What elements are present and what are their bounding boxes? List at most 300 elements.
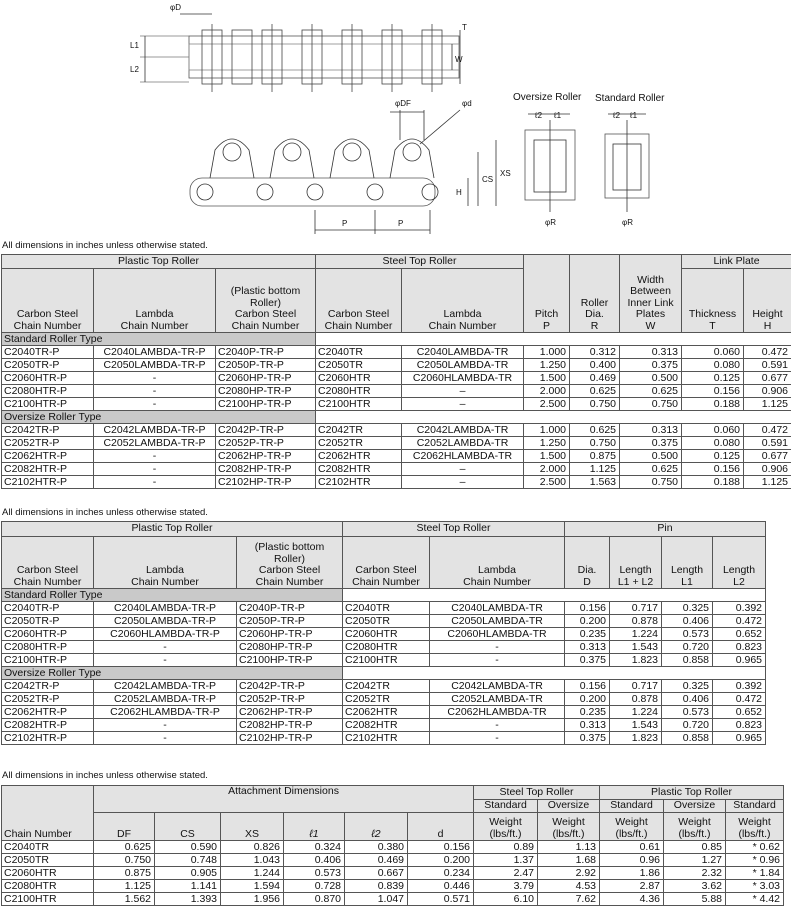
- table-cell: C2050LAMBDA-TR: [402, 359, 524, 372]
- header-df: DF: [94, 813, 155, 841]
- table-cell: 0.469: [570, 372, 620, 385]
- table-cell: 0.652: [713, 628, 766, 641]
- table-cell: C2040TR-P: [2, 346, 94, 359]
- table-cell: C2082HP-TR-P: [216, 463, 316, 476]
- label-L1: L1: [130, 41, 139, 50]
- table-cell: 1.224: [610, 706, 662, 719]
- table-cell: 0.406: [662, 615, 713, 628]
- label-T: T: [462, 23, 467, 32]
- table-cell: -: [94, 641, 237, 654]
- table-cell: 1.86: [600, 867, 664, 880]
- header-height: Height H: [744, 269, 791, 333]
- section-title: Standard Roller Type: [2, 333, 316, 346]
- header-pin-length-l1: Length L1: [662, 537, 713, 589]
- table-link-plate: [1, 254, 791, 489]
- label-phiR-oversize: φR: [545, 218, 556, 227]
- table-cell: 1.125: [744, 398, 791, 411]
- table-cell: C2060HLAMBDA-TR: [430, 628, 565, 641]
- table-cell: 0.313: [565, 641, 610, 654]
- section-title: Standard Roller Type: [2, 589, 343, 602]
- table-cell: 1.500: [524, 450, 570, 463]
- group-plastic-top-roller-3: Plastic Top Roller: [600, 786, 784, 800]
- table-cell: C2050P-TR-P: [216, 359, 316, 372]
- group-plastic-top-roller-2: Plastic Top Roller: [2, 522, 343, 537]
- table-row: [2, 880, 784, 893]
- table-cell: 0.472: [744, 424, 791, 437]
- table-cell: 6.10: [474, 893, 538, 906]
- table-cell: 0.667: [345, 867, 408, 880]
- table-cell: C2060HLAMBDA-TR-P: [94, 628, 237, 641]
- sub-steel-oversize: Oversize: [538, 800, 600, 813]
- table-cell: 0.234: [408, 867, 474, 880]
- table-cell: 0.965: [713, 732, 766, 745]
- header-weight-4: Weight (lbs/ft.): [664, 813, 726, 841]
- table-cell: C2062HTR-P: [2, 450, 94, 463]
- table-cell: 0.200: [408, 854, 474, 867]
- table-cell: C2040P-TR-P: [237, 602, 343, 615]
- table-cell: 0.406: [662, 693, 713, 706]
- table-cell: 0.625: [620, 463, 682, 476]
- table-cell: 0.200: [565, 615, 610, 628]
- header-plastic-bottom: (Plastic bottom Roller) Carbon Steel Chain Number: [216, 269, 316, 333]
- label-l2-standard: ℓ2: [613, 111, 621, 120]
- section-spacer: [343, 667, 766, 680]
- table-row: [2, 437, 791, 450]
- table-cell: -: [94, 372, 216, 385]
- header-weight-3: Weight (lbs/ft.): [600, 813, 664, 841]
- table-cell: C2040P-TR-P: [216, 346, 316, 359]
- table-cell: C2042LAMBDA-TR: [402, 424, 524, 437]
- table-cell: 0.720: [662, 719, 713, 732]
- table-cell: -: [94, 463, 216, 476]
- table-cell: 1.500: [524, 372, 570, 385]
- table-cell: -: [94, 385, 216, 398]
- table-cell: C2100HTR-P: [2, 654, 94, 667]
- table-cell: 0.61: [600, 841, 664, 854]
- table-cell: 0.469: [345, 854, 408, 867]
- table-cell: 1.224: [610, 628, 662, 641]
- table-row: [2, 719, 766, 732]
- table-cell: 0.472: [713, 615, 766, 628]
- table-cell: 1.13: [538, 841, 600, 854]
- table-cell: 0.839: [345, 880, 408, 893]
- table-cell: 0.717: [610, 602, 662, 615]
- label-P1: P: [342, 219, 348, 228]
- table-cell: -: [430, 719, 565, 732]
- table-cell: C2080HTR-P: [2, 641, 94, 654]
- table-cell: C2100HP-TR-P: [237, 654, 343, 667]
- header-steel-carbon-2: Carbon Steel Chain Number: [343, 537, 430, 589]
- table-cell: 2.000: [524, 385, 570, 398]
- table-cell: 0.591: [744, 437, 791, 450]
- table-cell: C2082HP-TR-P: [237, 719, 343, 732]
- table-row: [2, 602, 766, 615]
- table-cell: 0.156: [565, 680, 610, 693]
- table-cell: 0.200: [565, 693, 610, 706]
- table-cell: C2062HTR-P: [2, 706, 94, 719]
- section-title: Oversize Roller Type: [2, 411, 316, 424]
- table-cell: 1.125: [94, 880, 155, 893]
- table-cell: 1.047: [345, 893, 408, 906]
- table-cell: 0.878: [610, 615, 662, 628]
- table-row: [2, 615, 766, 628]
- table-row: [2, 654, 766, 667]
- table-cell: C2080HTR: [343, 641, 430, 654]
- group-steel-top-roller-3: Steel Top Roller: [474, 786, 600, 800]
- table-cell: 0.313: [620, 424, 682, 437]
- table-cell: C2040LAMBDA-TR: [402, 346, 524, 359]
- table-cell: 0.85: [664, 841, 726, 854]
- table-cell: -: [94, 654, 237, 667]
- table-cell: C2050TR: [316, 359, 402, 372]
- table-cell: 0.472: [744, 346, 791, 359]
- table-cell: 1.543: [610, 641, 662, 654]
- table-cell: C2060HTR: [2, 867, 94, 880]
- table-cell: 2.32: [664, 867, 726, 880]
- table-cell: 1.000: [524, 424, 570, 437]
- table-cell: 0.125: [682, 450, 744, 463]
- table-cell: 3.79: [474, 880, 538, 893]
- table-row: [2, 893, 784, 906]
- table-cell: 0.573: [662, 706, 713, 719]
- table-cell: 0.400: [570, 359, 620, 372]
- table-cell: * 0.96: [726, 854, 784, 867]
- table-cell: 2.92: [538, 867, 600, 880]
- table-cell: 0.625: [570, 385, 620, 398]
- table-cell: C2052LAMBDA-TR: [430, 693, 565, 706]
- table-cell: 0.728: [284, 880, 345, 893]
- header-cs: CS: [155, 813, 221, 841]
- table-cell: 5.88: [664, 893, 726, 906]
- table-cell: C2100HTR: [343, 654, 430, 667]
- table-cell: C2062HP-TR-P: [237, 706, 343, 719]
- table-cell: 1.000: [524, 346, 570, 359]
- table-cell: 1.823: [610, 732, 662, 745]
- section-title: Oversize Roller Type: [2, 667, 343, 680]
- table-cell: C2052TR: [316, 437, 402, 450]
- table-cell: C2082HTR-P: [2, 463, 94, 476]
- table-cell: C2052LAMBDA-TR: [402, 437, 524, 450]
- table-cell: 0.156: [408, 841, 474, 854]
- note-dimensions-3: All dimensions in inches unless otherwise stated.: [2, 770, 208, 781]
- table-cell: C2080HTR: [316, 385, 402, 398]
- table-cell: C2042P-TR-P: [216, 424, 316, 437]
- table-cell: 0.375: [565, 654, 610, 667]
- table-cell: 0.156: [682, 463, 744, 476]
- table-cell: C2052LAMBDA-TR-P: [94, 693, 237, 706]
- table-cell: -: [94, 450, 216, 463]
- table-cell: 7.62: [538, 893, 600, 906]
- table-cell: C2080HP-TR-P: [237, 641, 343, 654]
- label-L2: L2: [130, 65, 139, 74]
- table-cell: C2102HTR: [343, 732, 430, 745]
- table-cell: C2060HTR: [343, 628, 430, 641]
- table-cell: C2062HLAMBDA-TR: [402, 450, 524, 463]
- table-cell: 1.562: [94, 893, 155, 906]
- group-attachment-dimensions: Attachment Dimensions: [94, 786, 474, 813]
- chain-side-view: [190, 110, 496, 234]
- table-cell: C2102HP-TR-P: [216, 476, 316, 489]
- table-cell: 0.446: [408, 880, 474, 893]
- table-cell: * 1.84: [726, 867, 784, 880]
- table-cell: 0.875: [570, 450, 620, 463]
- header-steel-lambda: Lambda Chain Number: [402, 269, 524, 333]
- sub-plastic-standard-2: Standard: [726, 800, 784, 813]
- header-roller-dia: Roller Dia. R: [570, 255, 620, 333]
- chain-technical-drawing: [0, 0, 791, 240]
- table-cell: 0.406: [284, 854, 345, 867]
- table-cell: C2062HP-TR-P: [216, 450, 316, 463]
- header-l2: ℓ2: [345, 813, 408, 841]
- table-cell: C2042TR: [316, 424, 402, 437]
- table-row: [2, 359, 791, 372]
- table-cell: 0.858: [662, 654, 713, 667]
- table-cell: * 3.03: [726, 880, 784, 893]
- table-cell: C2040LAMBDA-TR-P: [94, 346, 216, 359]
- label-phiR-standard: φR: [622, 218, 633, 227]
- table-cell: 0.720: [662, 641, 713, 654]
- table-cell: 1.594: [221, 880, 284, 893]
- table-cell: 0.472: [713, 693, 766, 706]
- table-cell: 0.625: [620, 385, 682, 398]
- table-cell: C2062HLAMBDA-TR: [430, 706, 565, 719]
- header-carbon-steel: Carbon Steel Chain Number: [2, 269, 94, 333]
- table-cell: C2082HTR: [343, 719, 430, 732]
- table-cell: C2102HTR: [316, 476, 402, 489]
- table-cell: 0.125: [682, 372, 744, 385]
- table-cell: C2060HP-TR-P: [216, 372, 316, 385]
- table-cell: C2082HTR: [316, 463, 402, 476]
- table-row: [2, 867, 784, 880]
- label-phid: φd: [462, 99, 472, 108]
- table-cell: C2050LAMBDA-TR-P: [94, 359, 216, 372]
- section-row: [2, 589, 766, 602]
- table-cell: 4.36: [600, 893, 664, 906]
- table-cell: C2080HTR: [2, 880, 94, 893]
- table-cell: 0.591: [744, 359, 791, 372]
- table-row: [2, 854, 784, 867]
- table-cell: 0.826: [221, 841, 284, 854]
- table-cell: C2052TR: [343, 693, 430, 706]
- table-cell: 0.500: [620, 372, 682, 385]
- table-cell: 0.375: [620, 359, 682, 372]
- table-cell: C2042TR-P: [2, 424, 94, 437]
- table-row: [2, 732, 766, 745]
- group-steel-top-roller: Steel Top Roller: [316, 255, 524, 269]
- table-row: [2, 398, 791, 411]
- table-cell: 0.906: [744, 385, 791, 398]
- table-cell: 1.043: [221, 854, 284, 867]
- table-cell: 1.543: [610, 719, 662, 732]
- table-row: [2, 680, 766, 693]
- table-cell: C2042LAMBDA-TR-P: [94, 424, 216, 437]
- table-cell: C2062HLAMBDA-TR-P: [94, 706, 237, 719]
- table-cell: C2080HP-TR-P: [216, 385, 316, 398]
- table-cell: -: [94, 398, 216, 411]
- table-cell: 0.677: [744, 372, 791, 385]
- table-cell: 0.965: [713, 654, 766, 667]
- table-cell: C2080HTR-P: [2, 385, 94, 398]
- header-d: d: [408, 813, 474, 841]
- label-W: W: [455, 55, 463, 64]
- table-cell: 0.380: [345, 841, 408, 854]
- table-cell: 0.571: [408, 893, 474, 906]
- table-cell: 0.060: [682, 346, 744, 359]
- table-cell: –: [402, 398, 524, 411]
- label-P2: P: [398, 219, 404, 228]
- table-cell: 0.625: [570, 424, 620, 437]
- table-row: [2, 424, 791, 437]
- table-cell: 0.823: [713, 719, 766, 732]
- header-width: Width Between Inner Link Plates W: [620, 255, 682, 333]
- header-steel-lambda-2: Lambda Chain Number: [430, 537, 565, 589]
- table-cell: 0.235: [565, 628, 610, 641]
- table-cell: 0.325: [662, 602, 713, 615]
- table-cell: 0.325: [662, 680, 713, 693]
- sub-plastic-oversize: Oversize: [664, 800, 726, 813]
- table-cell: 0.89: [474, 841, 538, 854]
- table-cell: C2100HTR: [2, 893, 94, 906]
- table-cell: C2060HTR: [316, 372, 402, 385]
- table-row: [2, 476, 791, 489]
- table-cell: 0.590: [155, 841, 221, 854]
- header-pin-length-total: Length L1 + L2: [610, 537, 662, 589]
- table-cell: 2.500: [524, 476, 570, 489]
- table-cell: 2.87: [600, 880, 664, 893]
- roller-cross-sections: [525, 114, 649, 212]
- table-cell: 1.125: [744, 476, 791, 489]
- table-cell: 0.313: [620, 346, 682, 359]
- table-cell: C2052LAMBDA-TR-P: [94, 437, 216, 450]
- note-dimensions-2: All dimensions in inches unless otherwise stated.: [2, 507, 208, 518]
- header-pitch: Pitch P: [524, 255, 570, 333]
- table-cell: 3.62: [664, 880, 726, 893]
- table-cell: 1.37: [474, 854, 538, 867]
- header-pin-length-l2: Length L2: [713, 537, 766, 589]
- table-row: [2, 841, 784, 854]
- table-cell: * 4.42: [726, 893, 784, 906]
- table-cell: 0.060: [682, 424, 744, 437]
- table-cell: -: [430, 641, 565, 654]
- table-cell: 1.563: [570, 476, 620, 489]
- table-cell: 0.500: [620, 450, 682, 463]
- table-cell: C2040LAMBDA-TR: [430, 602, 565, 615]
- table-cell: 1.125: [570, 463, 620, 476]
- table-cell: C2050TR-P: [2, 359, 94, 372]
- table-cell: 2.47: [474, 867, 538, 880]
- table-cell: 0.625: [94, 841, 155, 854]
- table-cell: 0.080: [682, 437, 744, 450]
- label-XS: XS: [500, 169, 511, 178]
- table-cell: 0.573: [662, 628, 713, 641]
- table-cell: 0.375: [565, 732, 610, 745]
- table-cell: C2052TR-P: [2, 693, 94, 706]
- table-row: [2, 450, 791, 463]
- section-spacer: [316, 411, 791, 424]
- table-cell: C2050TR: [2, 854, 94, 867]
- table-cell: 0.080: [682, 359, 744, 372]
- table-cell: C2042LAMBDA-TR: [430, 680, 565, 693]
- table-cell: C2052P-TR-P: [237, 693, 343, 706]
- table-cell: C2100HTR-P: [2, 398, 94, 411]
- note-dimensions-1: All dimensions in inches unless otherwise stated.: [2, 240, 208, 251]
- table-cell: 0.823: [713, 641, 766, 654]
- table-cell: C2040TR: [343, 602, 430, 615]
- chain-top-view: [140, 14, 460, 92]
- table-cell: 0.858: [662, 732, 713, 745]
- header-carbon-steel-2: Carbon Steel Chain Number: [2, 537, 94, 589]
- table-cell: C2062HTR: [343, 706, 430, 719]
- table-cell: 1.141: [155, 880, 221, 893]
- table-cell: C2082HTR-P: [2, 719, 94, 732]
- table-link-plate-body: [2, 333, 791, 489]
- section-spacer: [316, 333, 791, 346]
- table-cell: C2042LAMBDA-TR-P: [94, 680, 237, 693]
- table-cell: 0.375: [620, 437, 682, 450]
- table-attachment: [1, 785, 784, 906]
- table-cell: 0.312: [570, 346, 620, 359]
- table-cell: C2040TR-P: [2, 602, 94, 615]
- label-phiDF: φDF: [395, 99, 411, 108]
- label-phiD: φD: [170, 3, 181, 12]
- table-cell: –: [402, 385, 524, 398]
- table-cell: 0.188: [682, 398, 744, 411]
- section-row: [2, 333, 791, 346]
- table-cell: C2102HTR-P: [2, 476, 94, 489]
- table-cell: 0.905: [155, 867, 221, 880]
- group-plastic-top-roller: Plastic Top Roller: [2, 255, 316, 269]
- table-cell: C2102HTR-P: [2, 732, 94, 745]
- table-cell: 1.393: [155, 893, 221, 906]
- table-cell: –: [402, 476, 524, 489]
- table-cell: C2042TR: [343, 680, 430, 693]
- sub-steel-standard: Standard: [474, 800, 538, 813]
- table-cell: C2040LAMBDA-TR-P: [94, 602, 237, 615]
- oversize-roller-title: Oversize Roller: [513, 92, 582, 103]
- header-xs: XS: [221, 813, 284, 841]
- label-l2-oversize: ℓ2: [535, 111, 543, 120]
- table-attachment-body: [2, 841, 784, 906]
- table-pin: [1, 521, 766, 745]
- table-cell: 0.573: [284, 867, 345, 880]
- table-cell: C2040TR: [2, 841, 94, 854]
- table-cell: -: [94, 719, 237, 732]
- header-l1: ℓ1: [284, 813, 345, 841]
- table-cell: C2060HTR-P: [2, 628, 94, 641]
- table-cell: 1.27: [664, 854, 726, 867]
- table-cell: * 0.62: [726, 841, 784, 854]
- header-weight-1: Weight (lbs/ft.): [474, 813, 538, 841]
- table-cell: 0.156: [565, 602, 610, 615]
- header-plastic-bottom-2: (Plastic bottom Roller) Carbon Steel Chain Number: [237, 537, 343, 589]
- table-cell: 1.956: [221, 893, 284, 906]
- table-row: [2, 628, 766, 641]
- table-pin-body: [2, 589, 766, 745]
- table-row: [2, 693, 766, 706]
- table-cell: 0.392: [713, 680, 766, 693]
- header-lambda-2: Lambda Chain Number: [94, 537, 237, 589]
- table-cell: 0.324: [284, 841, 345, 854]
- table-cell: 1.250: [524, 437, 570, 450]
- label-l1-standard: ℓ1: [630, 111, 638, 120]
- table-cell: 0.235: [565, 706, 610, 719]
- header-lambda: Lambda Chain Number: [94, 269, 216, 333]
- table-cell: –: [402, 463, 524, 476]
- section-row: [2, 411, 791, 424]
- table-cell: 0.652: [713, 706, 766, 719]
- table-cell: 0.878: [610, 693, 662, 706]
- sub-plastic-standard: Standard: [600, 800, 664, 813]
